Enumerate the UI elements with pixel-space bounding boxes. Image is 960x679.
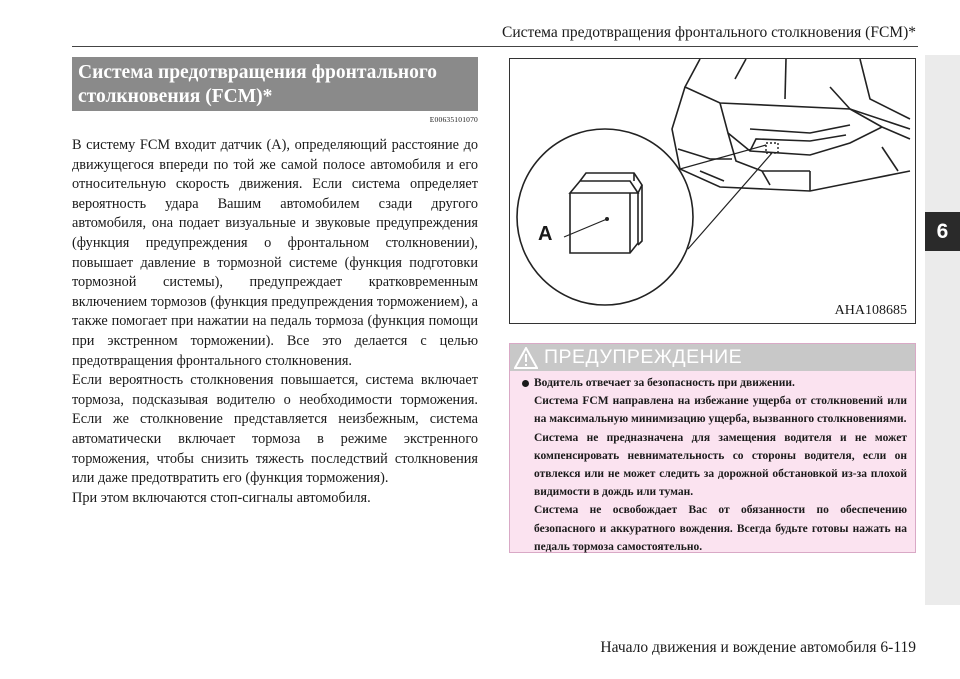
warning-box xyxy=(509,343,916,553)
chapter-side-tab xyxy=(925,55,960,605)
car-front-sensor-drawing xyxy=(510,59,916,324)
running-header: Система предотвращения фронтального столкновения (FCM)* xyxy=(502,24,916,41)
warning-paragraph-2: Система FCM направлена на избежание ущерба от столкновений или на максимальную минимизацию ущерба, вызванного столкновениями. xyxy=(534,395,907,426)
warning-paragraph-3: Система не предназначена для замещения водителя и не может компенсировать невнимательность со стороны водителя, если он отвлекся или не может следить за дорожной обстановкой из-за плохой видимости в дождь или туман. xyxy=(534,431,907,499)
warning-paragraph-4: Система не освобождает Вас от обязанности по обеспечению безопасного и аккуратного вождения. Всегда будьте готовы нажать на педаль тормоза самостоятельно. xyxy=(534,504,907,553)
body-paragraph-3: При этом включаются стоп-сигналы автомобиля. xyxy=(72,489,371,506)
page-footer: Начало движения и вождение автомобиля 6-119 xyxy=(600,639,916,656)
body-paragraph-2: Если вероятность столкновения повышается, система включает тормоза, подсказывая водителю о необходимости торможения. Если же столкновение представляется неизбежным, система автоматически включает тормоза в режиме экстренного торможения, чтобы снизить тяжесть последствий столкновения или даже предотвратить его (функция торможения). xyxy=(72,372,478,487)
section-reference-code: E00635101070 xyxy=(429,115,478,124)
warning-paragraph-1: Водитель отвечает за безопасность при движении. xyxy=(534,377,795,389)
body-text xyxy=(72,136,478,508)
section-title: Система предотвращения фронтального столкновения (FCM)* xyxy=(72,57,478,111)
sensor-illustration xyxy=(509,58,916,324)
warning-triangle-icon xyxy=(514,347,538,369)
warning-header xyxy=(510,344,915,371)
figure-code: AHA108685 xyxy=(834,303,907,318)
warning-bullet-icon xyxy=(522,380,529,387)
header-divider xyxy=(72,46,918,47)
body-paragraph-1: В систему FCM входит датчик (A), определяющий расстояние до движущегося впереди по той же самой полосе автомобиля и его относительную скорость движения. Если система определяет вероятность удара Вашим автомобилем сзади другого автомобиля, она подает визуальные и звуковые предупреждения (функция предупреждения о фронтальном столкновении), повышает давление в тормозной системе (функция подготовки тормозной системы), предупреждает кратковременным включением тормозов (функция предупреждения торможением), а также помогает при нажатии на педаль тормоза (функция помощи при экстренном торможении). Все это делается с целью предотвращения фронтального столкновения. xyxy=(72,137,478,369)
sensor-label-a: A xyxy=(538,223,553,245)
warning-title: ПРЕДУПРЕЖДЕНИЕ xyxy=(544,346,743,368)
warning-body xyxy=(510,371,915,556)
chapter-number-tab[interactable]: 6 xyxy=(925,212,960,251)
